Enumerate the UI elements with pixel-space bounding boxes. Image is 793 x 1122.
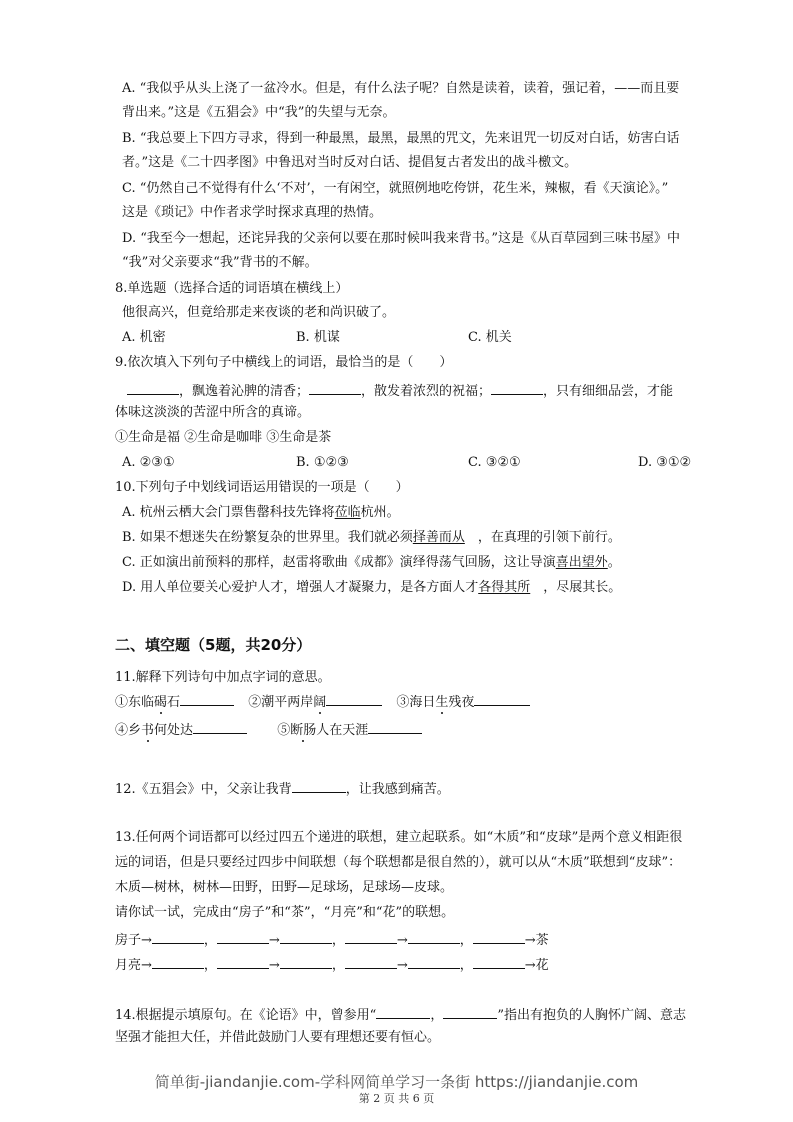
q10-c-text: C. 正如演出前预料的那样，赵雷将歌曲《成都》演绎得荡气回肠，这让导演 — [122, 555, 556, 570]
q9-items: ①生命是福 ②生命是咖啡 ③生命是茶 — [115, 430, 332, 445]
q12-blank[interactable] — [292, 778, 346, 793]
q13-comma: ， — [331, 958, 345, 973]
q12-text-end: ，让我感到痛苦。 — [345, 782, 450, 797]
q9-clause-3: ，只有细细品尝，才能 — [543, 384, 674, 399]
q10-a-text-end: 杭州。 — [360, 505, 400, 520]
q10-stem: 10.下列句子中划线词语运用错误的一项是（ ） — [115, 480, 409, 495]
q11-item-1: ①东临 — [115, 695, 155, 710]
q11-blank-4[interactable] — [193, 719, 247, 734]
q8-sentence: 他很高兴，但竟给那走来夜谈的老和尚识破了。 — [122, 305, 396, 320]
q11-blank-5[interactable] — [368, 719, 422, 734]
q7-option-d-line2: “我”对父亲要求“我”背书的不解。 — [122, 255, 318, 270]
q9-blank-3[interactable] — [491, 380, 543, 395]
q13-house-blank-1[interactable] — [152, 929, 204, 944]
q13-house-blank-6[interactable] — [473, 929, 525, 944]
q13-line-4: 请你试一试，完成由“房子”和“茶”，“月亮”和“花”的联想。 — [115, 905, 455, 920]
q13-moon-blank-2[interactable] — [217, 954, 269, 969]
q13-house-blank-5[interactable] — [408, 929, 460, 944]
q11-row-2 — [115, 719, 422, 740]
q7-option-a-line1: A. “我似乎从头上浇了一盆冷水。但是，有什么法子呢？自然是读着，读着，强记着，——而且要 — [122, 81, 680, 96]
q14-blank-1[interactable] — [376, 1004, 430, 1019]
q10-option-a[interactable] — [122, 504, 400, 522]
q11-blank-3[interactable] — [474, 691, 530, 706]
q13-house-blank-3[interactable] — [280, 929, 332, 944]
q9-stem: 9.依次填入下列句子中横线上的词语，最恰当的是（ ） — [115, 355, 453, 370]
q13-arrow: → — [268, 933, 280, 948]
q11-blank-2[interactable] — [326, 691, 382, 706]
q13-line-1: 13.任何两个词语都可以经过四五个递进的联想，建立起联系。如“木质”和“皮球”是两个意义相距很 — [115, 830, 683, 845]
q11-item-1-end: 石 — [167, 695, 181, 710]
q11-item-4-dotted: 书 — [141, 723, 155, 738]
q11-item-4-end: 何处达 — [154, 723, 194, 738]
q9-clause-2: ，散发着浓烈的祝福； — [361, 384, 492, 399]
q11-item-3-end: 残夜 — [448, 695, 475, 710]
q11-row-1 — [115, 691, 530, 712]
q11-stem: 11.解释下列诗句中加点字词的意思。 — [115, 670, 331, 685]
q11-item-5: ⑤ — [277, 723, 291, 738]
q9-option-b[interactable]: B. ①②③ — [296, 455, 349, 470]
q13-comma: ， — [459, 958, 473, 973]
q10-b-text: B. 如果不想迷失在纷繁复杂的世界里。我们就必须 — [122, 530, 413, 545]
q10-d-underlined: 各得其所 — [478, 580, 531, 595]
q10-a-text: A. 杭州云栖大会门票售罄科技先锋将 — [122, 505, 335, 520]
q9-sentence-line1 — [127, 380, 673, 401]
q7-option-b-line2: 者。”这是《二十四孝图》中鲁迅对当时反对白话、提倡复古者发出的战斗檄文。 — [122, 155, 578, 170]
q13-moon-blank-5[interactable] — [408, 954, 460, 969]
q7-option-c-line2: 这是《琐记》中作者求学时探求真理的热情。 — [122, 205, 383, 220]
q13-arrow: → — [268, 958, 280, 973]
q13-comma: ， — [459, 933, 473, 948]
q14-blank-2[interactable] — [443, 1004, 497, 1019]
section-2-title: 二、填空题（5题，共20分） — [115, 636, 312, 654]
q9-option-d[interactable]: D. ③①② — [638, 455, 692, 470]
q13-line-2: 远的词语，但是只要经过四步中间联想（每个联想都是很自然的），就可以从“木质”联想到“皮球”： — [115, 855, 682, 870]
q11-item-4: ④乡 — [115, 723, 142, 738]
q7-option-b-line1: B. “我总要上下四方寻求，得到一种最黑，最黑，最黑的咒文，先来诅咒一切反对白话，妨害白话 — [122, 131, 680, 146]
q10-b-text-end: ，在真理的引领下前行。 — [464, 530, 621, 545]
q10-d-text-end: ，尽展其长。 — [530, 580, 622, 595]
q11-blank-1[interactable] — [180, 691, 234, 706]
q13-row-house-tea — [115, 929, 549, 950]
q13-row-moon-flower — [115, 954, 549, 975]
q13-arrow: → — [396, 933, 408, 948]
q12-text: 12.《五猖会》中，父亲让我背 — [115, 782, 292, 797]
q9-blank-2[interactable] — [309, 380, 361, 395]
q14-text-end: ”指出有抱负的人胸怀广阔、意志 — [497, 1008, 686, 1023]
q10-option-b[interactable] — [122, 529, 621, 547]
q13-moon-blank-6[interactable] — [473, 954, 525, 969]
q13-moon-blank-3[interactable] — [280, 954, 332, 969]
page-number: 第 2 页 共 6 页 — [358, 1092, 435, 1105]
q8-option-b[interactable]: B. 机谋 — [296, 330, 340, 345]
q8-option-a[interactable]: A. 机密 — [122, 330, 166, 345]
q11-item-3-dotted: 生 — [435, 695, 449, 710]
q13-moon-blank-1[interactable] — [152, 954, 204, 969]
q11-item-2: ②潮平两岸 — [248, 695, 314, 710]
q8-option-c[interactable]: C. 机关 — [468, 330, 512, 345]
q9-option-c[interactable]: C. ③②① — [468, 455, 521, 470]
q14-line-2: 坚强才能担大任，并借此鼓励门人要有理想还要有恒心。 — [115, 1030, 441, 1045]
q8-stem: 8.单选题（选择合适的词语填在横线上） — [115, 281, 349, 296]
q7-option-d-line1: D. “我至今一想起，还诧异我的父亲何以要在那时候叫我来背书。”这是《从百草园到三味书屋》中 — [122, 231, 681, 246]
q13-line-3: 木质—树林，树林—田野，田野—足球场，足球场—皮球。 — [115, 880, 454, 895]
q14-comma: ， — [430, 1008, 444, 1023]
q12-line — [115, 778, 450, 799]
q7-option-c-line1: C. “仍然自己不觉得有什么‘不对’，一有闲空，就照例地吃侉饼，花生米，辣椒，看《天演论》。” — [122, 181, 669, 196]
q10-option-d[interactable] — [122, 579, 621, 597]
q13-moon-blank-4[interactable] — [345, 954, 397, 969]
q13-comma: ， — [203, 958, 217, 973]
q11-item-5-dotted: 断肠 — [290, 723, 317, 738]
footer-site-link[interactable]: 简单街-jiandanjie.com-学科网简单学习一条街 https://jiandanjie.com — [154, 1073, 639, 1091]
q10-c-underlined: 喜出望外 — [555, 555, 608, 570]
q13-house-blank-4[interactable] — [345, 929, 397, 944]
q9-blank-1[interactable] — [127, 380, 179, 395]
q13-house-start: 房子→ — [115, 933, 152, 948]
q9-clause-1: ，飘逸着沁脾的清香； — [179, 384, 310, 399]
q13-arrow: → — [396, 958, 408, 973]
q11-item-3: ③海日 — [396, 695, 436, 710]
q9-option-a[interactable]: A. ②③① — [122, 455, 175, 470]
q7-option-a-line2: 背出来。”这是《五猖会》中“我”的失望与无奈。 — [122, 105, 396, 120]
q10-option-c[interactable] — [122, 554, 621, 572]
q10-d-text: D. 用人单位要关心爱护人才，增强人才凝聚力，是各方面人才 — [122, 580, 479, 595]
q11-item-5-end: 人在天涯 — [316, 723, 369, 738]
q10-c-text-end: 。 — [607, 555, 621, 570]
q14-text: 14.根据提示填原句。在《论语》中，曾参用“ — [115, 1008, 377, 1023]
q13-tea-end: →茶 — [524, 933, 549, 948]
q10-a-underlined: 莅临 — [334, 505, 361, 520]
q13-house-blank-2[interactable] — [217, 929, 269, 944]
q10-b-underlined: 择善而从 — [412, 530, 465, 545]
q13-moon-start: 月亮→ — [115, 958, 152, 973]
q13-comma: ， — [331, 933, 345, 948]
q13-comma: ， — [203, 933, 217, 948]
q9-sentence-line2: 体味这淡淡的苦涩中所含的真谛。 — [115, 405, 311, 420]
q11-item-1-dotted: 碣 — [154, 695, 168, 710]
q14-line-1 — [115, 1004, 686, 1025]
q11-item-2-dotted: 阔 — [313, 695, 327, 710]
q13-flower-end: →花 — [524, 958, 549, 973]
